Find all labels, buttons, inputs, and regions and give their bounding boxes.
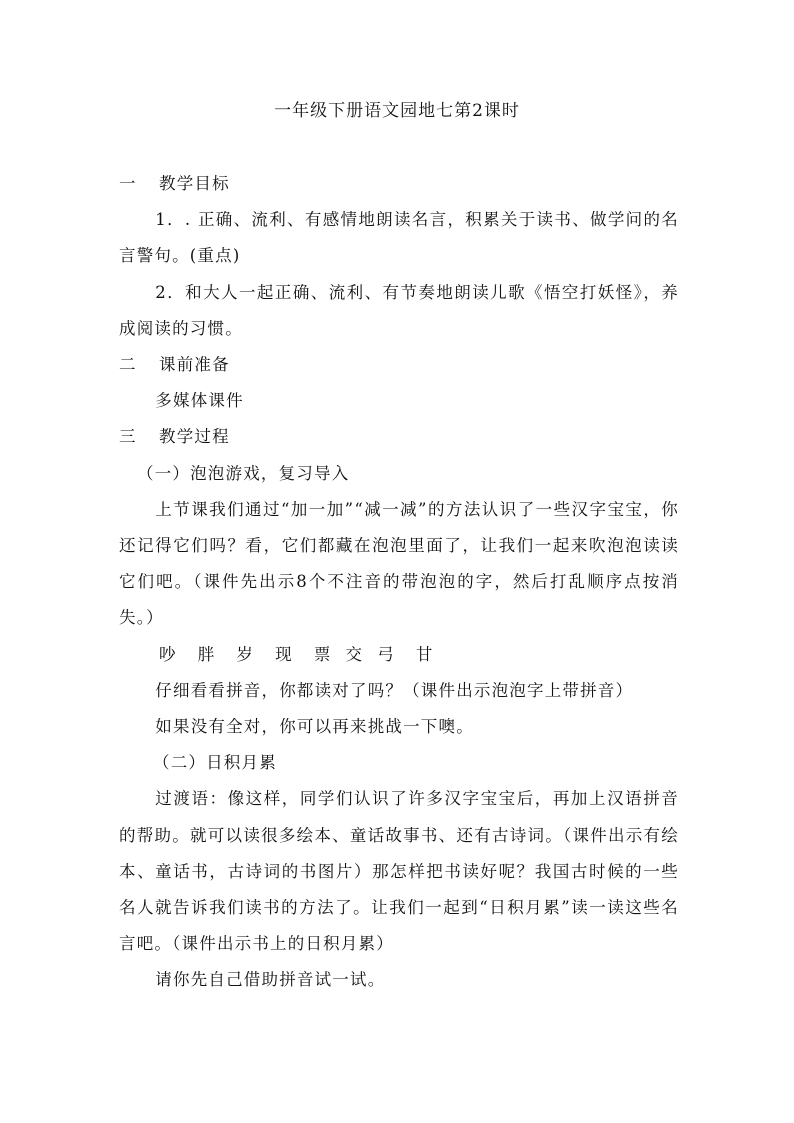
paragraph-transition: 过渡语：像这样，同学们认识了许多汉字宝宝后，再加上汉语拼音的帮助。就可以读很多绘本、童话故事书、还有古诗词。（课件出示有绘本、童话书，古诗词的书图片）那怎样把书读好呢？我国古时候的一些名人就告诉我们读书的方法了。让我们一起到“日积月累”读一读这些名言吧。（课件出示书上的日积月累） xyxy=(119,789,679,954)
paragraph-try-pinyin: 请你先自己借助拼音试一试。 xyxy=(155,970,386,990)
character-list xyxy=(119,637,679,673)
objective-item-2: 2．和大人一起正确、流利、有节奏地朗读儿歌《悟空打妖怪》，养成阅读的习惯。 xyxy=(119,282,679,338)
character-item: 甘 xyxy=(415,644,434,664)
section-title: 课前准备 xyxy=(159,355,230,375)
step-heading-daily-accumulation: （二）日积月累 xyxy=(153,753,277,773)
preparation-item: 多媒体课件 xyxy=(155,391,244,411)
section-title: 教学过程 xyxy=(159,427,230,447)
objective-item-1: 1．. 正确、流利、有感情地朗读名言，积累关于读书、做学问的名言警句。(重点) xyxy=(119,210,679,266)
character-item: 弓 xyxy=(377,644,395,664)
section-number: 二 xyxy=(119,355,137,375)
paragraph-challenge: 如果没有全对，你可以再来挑战一下噢。 xyxy=(155,717,474,737)
section-number: 三 xyxy=(119,427,137,447)
paragraph-review-intro: 上节课我们通过“加一加”“减一减”的方法认识了一些汉字宝宝，你还记得它们吗？看，它们都藏在泡泡里面了，让我们一起来吹泡泡读读它们吧。（课件先出示8个不注音的带泡泡的字，然后打乱顺序点按消失。） xyxy=(119,499,679,628)
character-item: 吵 xyxy=(159,644,177,664)
section-heading-objectives xyxy=(119,166,679,202)
page-title: 一年级下册语文园地七第2课时 xyxy=(274,101,520,121)
section-number: 一 xyxy=(119,174,137,193)
character-item: 现 xyxy=(275,644,293,664)
section-title: 教学目标 xyxy=(159,174,230,193)
paragraph-check-pinyin: 仔细看看拼音，你都读对了吗？（课件出示泡泡字上带拼音） xyxy=(155,680,634,700)
character-item: 票 xyxy=(313,644,332,664)
character-item: 胖 xyxy=(197,644,216,664)
document-body xyxy=(119,166,679,999)
section-heading-preparation xyxy=(119,347,679,383)
character-item: 岁 xyxy=(236,644,255,664)
step-heading-bubble-game: （一）泡泡游戏，复习导入 xyxy=(137,463,350,483)
character-item: 交 xyxy=(345,644,364,664)
section-heading-process xyxy=(119,419,679,455)
